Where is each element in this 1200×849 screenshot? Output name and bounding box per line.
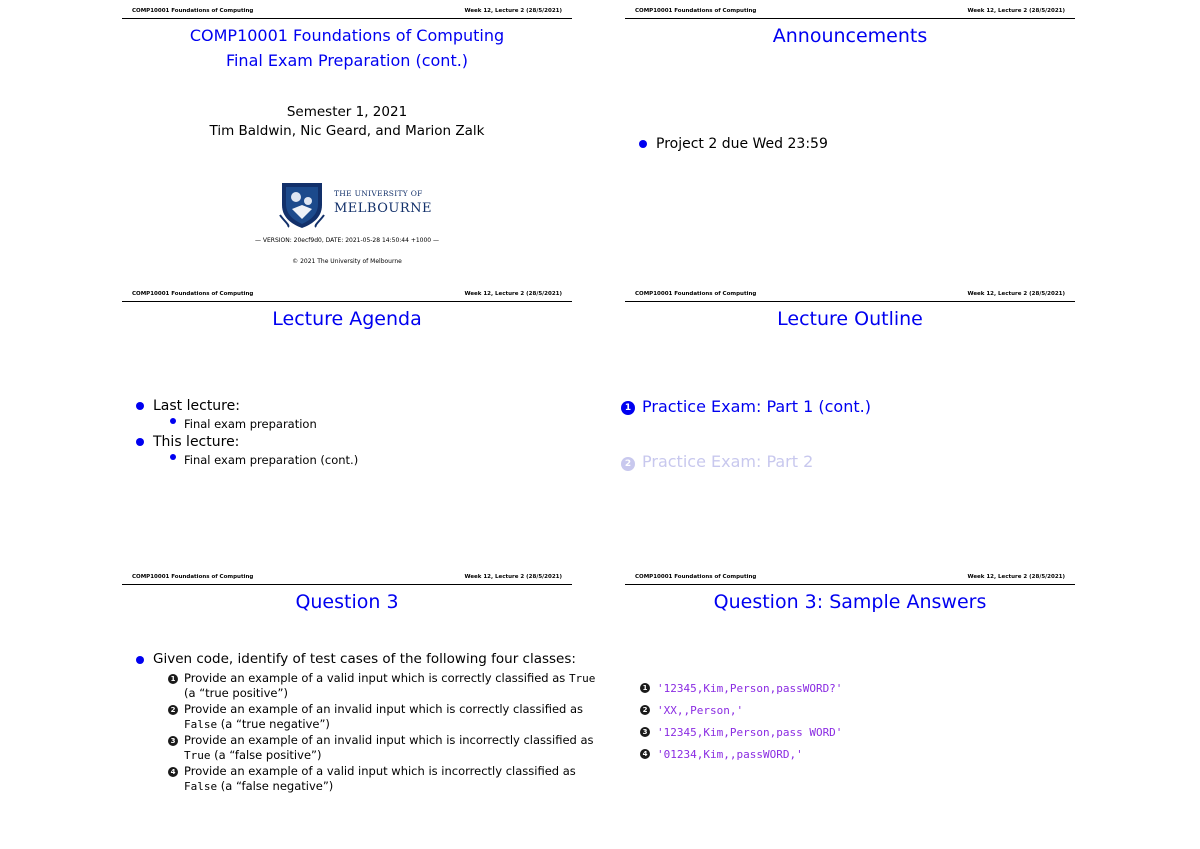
question-item-2: Provide an example of an invalid input which is correctly classified as False (a “true negative”) — [184, 702, 584, 731]
header-week: Week 12, Lecture 2 (28/5/2021) — [967, 291, 1065, 297]
lecture-title: Final Exam Preparation (cont.) — [225, 51, 469, 70]
answer-3: '12345,Kim,Person,pass WORD' — [657, 726, 843, 739]
header-course: COMP10001 Foundations of Computing — [635, 574, 757, 580]
outline-item-part1: Practice Exam: Part 1 (cont.) — [642, 397, 871, 416]
slide-title: Lecture Agenda — [272, 308, 422, 330]
header-course: COMP10001 Foundations of Computing — [635, 291, 757, 297]
question-intro: Given code, identify of test cases of the following four classes: — [153, 651, 576, 667]
question-item-4: Provide an example of a valid input which is incorrectly classified as False (a “false negative”) — [184, 764, 576, 793]
logo-text-large: MELBOURNE — [334, 201, 432, 216]
question-item-1: Provide an example of a valid input which is correctly classified as True (a “true positive”) — [184, 671, 596, 700]
header-week: Week 12, Lecture 2 (28/5/2021) — [464, 574, 562, 580]
logo-text-small: THE UNIVERSITY OF — [334, 189, 423, 198]
slide-header — [122, 287, 572, 302]
slide-sample-answers — [625, 570, 1075, 840]
slide-agenda — [122, 287, 572, 557]
answer-4: '01234,Kim,,passWORD,' — [657, 748, 803, 761]
header-course: COMP10001 Foundations of Computing — [132, 8, 254, 14]
slide-title: Question 3 — [295, 591, 399, 613]
answer-number-1: 1 — [640, 683, 650, 693]
agenda-item-this: This lecture: — [153, 434, 240, 450]
slide-title: Announcements — [772, 25, 928, 47]
authors: Tim Baldwin, Nic Geard, and Marion Zalk — [209, 123, 485, 139]
bullet-icon — [136, 402, 144, 410]
copyright: © 2021 The University of Melbourne — [292, 258, 402, 265]
slide-outline — [625, 287, 1075, 557]
agenda-subitem-this: Final exam preparation (cont.) — [184, 453, 359, 467]
version-line: — VERSION: 20ecf9d0, DATE: 2021-05-28 14:50:44 +1000 — — [254, 237, 440, 244]
answer-number-4: 4 — [640, 749, 650, 759]
slide-header — [625, 4, 1075, 19]
sub-bullet-icon — [170, 418, 176, 424]
slide-announcements — [625, 4, 1075, 274]
agenda-item-last: Last lecture: — [153, 398, 240, 414]
sub-bullet-icon — [170, 454, 176, 460]
header-week: Week 12, Lecture 2 (28/5/2021) — [967, 574, 1065, 580]
university-logo — [278, 179, 432, 229]
slide-header — [625, 570, 1075, 585]
answer-number-3: 3 — [640, 727, 650, 737]
agenda-subitem-last: Final exam preparation — [184, 417, 317, 431]
header-course: COMP10001 Foundations of Computing — [132, 291, 254, 297]
question-item-3: Provide an example of an invalid input which is incorrectly classified as True (a “false positive”) — [184, 733, 594, 762]
outline-number-2: 2 — [621, 457, 635, 471]
slide-title: Question 3: Sample Answers — [713, 591, 987, 613]
answer-number-2: 2 — [640, 705, 650, 715]
slide-title — [122, 4, 572, 274]
header-week: Week 12, Lecture 2 (28/5/2021) — [464, 8, 562, 14]
header-course: COMP10001 Foundations of Computing — [132, 574, 254, 580]
outline-number-1: 1 — [621, 401, 635, 415]
header-course: COMP10001 Foundations of Computing — [635, 8, 757, 14]
slide-header — [122, 570, 572, 585]
semester: Semester 1, 2021 — [286, 104, 408, 120]
enum-number-3: 3 — [168, 736, 178, 746]
crest-icon — [278, 179, 326, 229]
bullet-icon — [639, 140, 647, 148]
slide-title: Lecture Outline — [777, 308, 923, 330]
bullet-icon — [136, 656, 144, 664]
answer-1: '12345,Kim,Person,passWORD?' — [657, 682, 843, 695]
enum-number-4: 4 — [168, 767, 178, 777]
answer-2: 'XX,,Person,' — [657, 704, 744, 717]
header-week: Week 12, Lecture 2 (28/5/2021) — [967, 8, 1065, 14]
bullet-icon — [136, 438, 144, 446]
enum-number-2: 2 — [168, 705, 178, 715]
announcement-item: Project 2 due Wed 23:59 — [656, 136, 828, 152]
header-week: Week 12, Lecture 2 (28/5/2021) — [464, 291, 562, 297]
slide-header — [122, 4, 572, 19]
outline-item-part2: Practice Exam: Part 2 — [642, 452, 814, 471]
slide-header — [625, 287, 1075, 302]
slide-question3 — [122, 570, 596, 840]
enum-number-1: 1 — [168, 674, 178, 684]
course-title: COMP10001 Foundations of Computing — [189, 26, 505, 45]
